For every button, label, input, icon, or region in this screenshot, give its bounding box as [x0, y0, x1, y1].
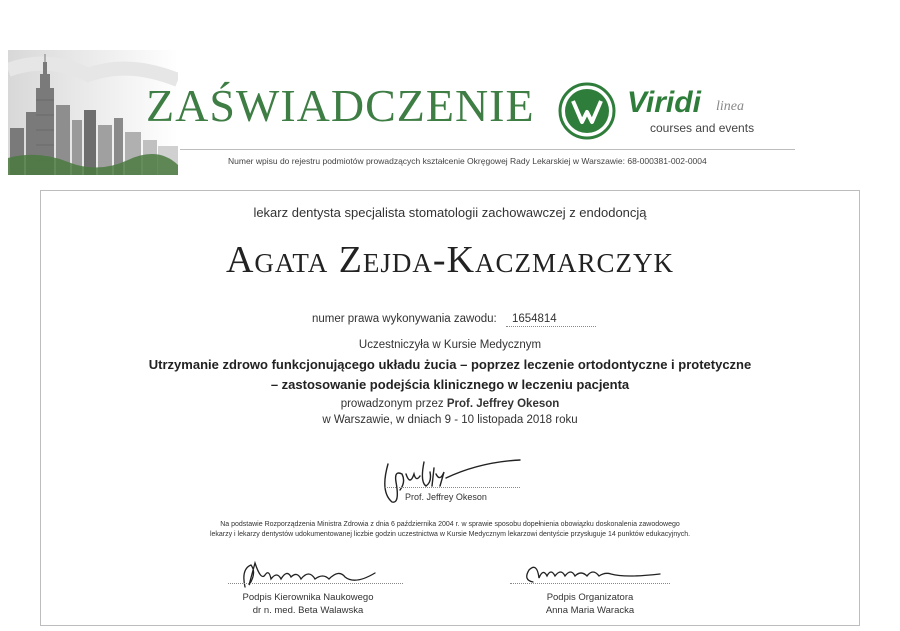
course-title-line1: Utrzymanie zdrowo funkcjonującego układu żucia – poprzez leczenie ortodontyczne i protetyczne: [148, 357, 752, 372]
brand-script: linea: [716, 99, 744, 114]
license-row: [312, 313, 596, 327]
scientific-director-name: dr n. med. Beta Walawska: [252, 605, 364, 616]
led-by-line: [0, 398, 900, 410]
specialty-text: lekarz dentysta specjalista stomatologii zachowawczej z endodoncją: [253, 205, 647, 220]
scientific-director-signature-line: [228, 583, 403, 584]
legal-note-line2: lekarzy i lekarzy dentystów udokumentowanej liczbie godzin uczestnictwa w Kursie Medycznym lekarzowi dentyście przysługuje 14 punktów edukacyjnych.: [209, 531, 691, 538]
recipient-name: Agata Zejda-Kaczmarczyk: [225, 239, 675, 281]
organizer-signature-line: [510, 583, 670, 584]
header: [0, 0, 900, 180]
led-by-name: Prof. Jeffrey Okeson: [446, 398, 560, 410]
viridi-logo-icon: [558, 82, 616, 140]
scientific-director-signature: [235, 555, 385, 595]
course-title-line2: – zastosowanie podejścia klinicznego w leczeniu pacjenta: [270, 377, 630, 392]
led-by-prefix: prowadzonym przez: [340, 398, 444, 410]
place-date: w Warszawie, w dniach 9 - 10 listopada 2018 roku: [322, 414, 578, 426]
legal-note-line1: Na podstawie Rozporządzenia Ministra Zdrowia z dnia 6 października 2004 r. w sprawie sposobu dopełnienia obowiązku doskonalenia zawodowego: [220, 521, 680, 528]
instructor-signature-label: Prof. Jeffrey Okeson: [405, 492, 487, 502]
participation-text: Uczestniczyła w Kursie Medycznym: [358, 339, 542, 351]
instructor-signature-line: [385, 487, 520, 488]
organizer-name: Anna Maria Waracka: [545, 605, 635, 616]
organizer-title: Podpis Organizatora: [546, 592, 634, 603]
header-divider: [180, 149, 795, 150]
brand-tagline: courses and events: [650, 121, 755, 135]
brand-name: Viridi: [627, 86, 701, 119]
certificate-title: ZAŚWIADCZENIE: [146, 80, 535, 131]
scientific-director-title: Podpis Kierownika Naukowego: [242, 592, 374, 603]
license-label: numer prawa wykonywania zawodu:: [312, 313, 497, 325]
license-number: 1654814: [506, 313, 596, 327]
registry-note: Numer wpisu do rejestru podmiotów prowadzących kształcenie Okręgowej Rady Lekarskiej w Warszawie: 68-000381-002-0004: [228, 156, 707, 166]
